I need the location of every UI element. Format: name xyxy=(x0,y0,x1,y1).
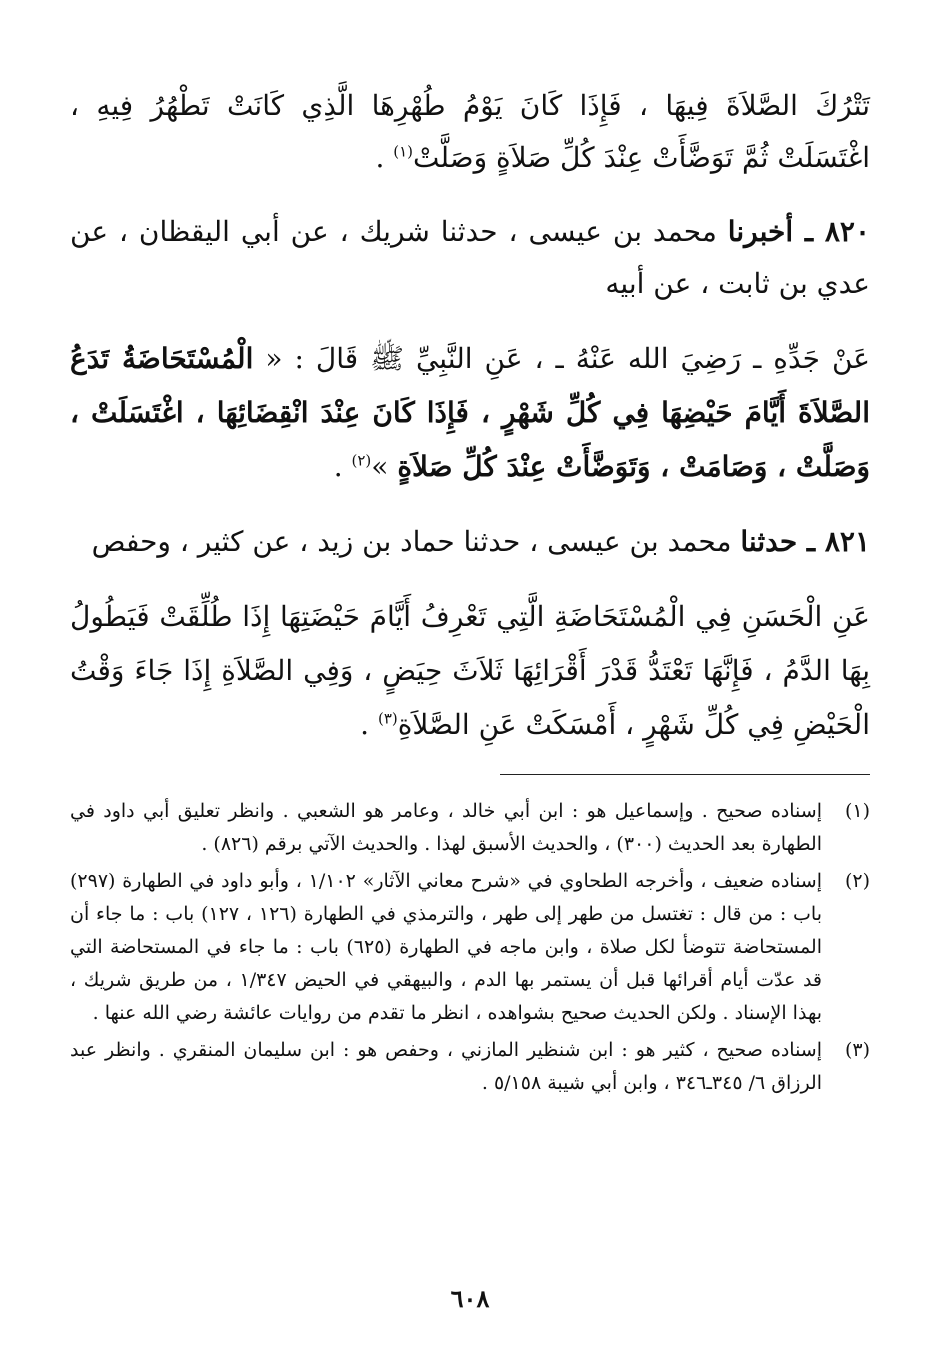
hadith-821-chain: محمد بن عيسى ، حدثنا حماد بن زيد ، عن كثير ، وحفص xyxy=(91,525,741,558)
footnote-2-number: (٢) xyxy=(844,870,870,892)
footnote-1-text: إسناده صحيح . وإسماعيل هو : ابن أبي خالد ، وعامر هو الشعبي . وانظر تعليق أبي داود في الطهارة بعد الحديث (٣٠٠) ، والحديث الأسبق لهذا . والحديث الآتي برقم (٨٢٦) . xyxy=(70,800,822,855)
hadith-821-end: . xyxy=(360,708,378,741)
footnote-2 xyxy=(70,865,870,1030)
hadith-821-lead: حدثنا xyxy=(740,525,798,558)
footnote-ref-3: (٣) xyxy=(377,709,398,728)
hadith-continuation-text: تَتْرُكَ الصَّلاَةَ فِيهَا ، فَإِذَا كَانَ يَوْمُ طُهْرِهَا الَّذِي كَانَتْ تَطْهُرُ فِيهِ ، اغْتَسَلَتْ ثُمَّ تَوَضَّأَتْ عِنْدَ كُلِّ صَلاَةٍ وَصَلَّتْ xyxy=(70,89,870,174)
hadith-820-end: . xyxy=(333,450,352,483)
footnote-divider xyxy=(500,774,870,775)
hadith-820-matn-intro: عَنْ جَدِّهِ ـ رَضِيَ الله عَنْهُ ـ ، عَنِ النَّبِيِّ ﷺ قَالَ : « xyxy=(253,342,871,375)
footnote-ref-1: (١) xyxy=(393,142,414,161)
hadith-821-isnad xyxy=(70,516,870,568)
hadith-number-820: ٨٢٠ ـ xyxy=(793,215,870,248)
hadith-820-matn-close: » xyxy=(371,450,398,483)
footnote-3 xyxy=(70,1034,870,1100)
footnote-ref-2: (٢) xyxy=(351,451,372,470)
page-number: ٦٠٨ xyxy=(450,1284,490,1313)
hadith-821-matn-text: عَنِ الْحَسَنِ فِي الْمُسْتَحَاضَةِ الَّتِي تَعْرِفُ أَيَّامَ حَيْضَتِهَا إِذَا طُلِّقَتْ فَيَطُولُ بِهَا الدَّمُ ، فَإِنَّهَا تَعْتَدُّ قَدْرَ أَقْرَائِهَا ثَلاَثَ حِيَضٍ ، وَفِي الصَّلاَةِ إِذَا جَاءَ وَقْتُ الْحَيْضِ فِي كُلِّ شَهْرٍ ، أَمْسَكَتْ عَنِ الصَّلاَةِ xyxy=(70,600,870,741)
footnote-2-text: إسناده ضعيف ، وأخرجه الطحاوي في «شرح معاني الآثار» ١/١٠٢ ، وأبو داود في الطهارة (٢٩٧) باب : من قال : تغتسل من طهر إلى طهر ، والترمذي في الطهارة (١٢٦ ، ١٢٧) باب : ما جاء أن المستحاضة تتوضأ لكل صلاة ، وابن ماجه في الطهارة (٦٢٥) باب : ما جاء في المستحاضة التي قد عدّت أيام أقرائها قبل أن يستمر بها الدم ، والبيهقي في الحيض ١/٣٤٧ ، من طريق شريك ، بهذا الإسناد . ولكن الحديث صحيح بشواهده ، انظر ما تقدم من روايات عائشة رضي الله عنها . xyxy=(70,870,823,1024)
hadith-continuation-end: . xyxy=(375,141,394,174)
hadith-820-matn-text: الْمُسْتَحَاضَةُ تَدَعُ الصَّلاَةَ أَيَّامَ حَيْضِهَا فِي كُلِّ شَهْرٍ ، فَإِذَا كَانَ عِنْدَ انْقِضَائِهَا ، اغْتَسَلَتْ ، وَصَلَّتْ ، وَصَامَتْ ، وَتَوَضَّأَتْ عِنْدَ كُلِّ صَلاَةٍ xyxy=(70,342,870,483)
hadith-number-821: ٨٢١ ـ xyxy=(797,525,870,558)
hadith-820-chain: محمد بن عيسى ، حدثنا شريك ، عن أبي اليقظان ، عن عدي بن ثابت ، عن أبيه xyxy=(70,215,870,300)
footnote-3-number: (٣) xyxy=(844,1039,870,1061)
hadith-continuation xyxy=(70,80,870,184)
hadith-820-matn xyxy=(70,332,870,494)
page-body xyxy=(70,80,870,1104)
footnote-3-text: إسناده صحيح ، كثير هو : ابن شنظير المازني ، وحفص هو : ابن سليمان المنقري . وانظر عبد الرزاق ٦/ ٣٤٥ـ٣٤٦ ، وابن أبي شيبة ٥/١٥٨ . xyxy=(70,1039,822,1094)
hadith-821-matn xyxy=(70,590,870,752)
hadith-820-isnad xyxy=(70,206,870,310)
footnote-1 xyxy=(70,795,870,861)
footnote-1-number: (١) xyxy=(844,800,870,822)
hadith-820-lead: أخبرنا xyxy=(727,215,794,248)
